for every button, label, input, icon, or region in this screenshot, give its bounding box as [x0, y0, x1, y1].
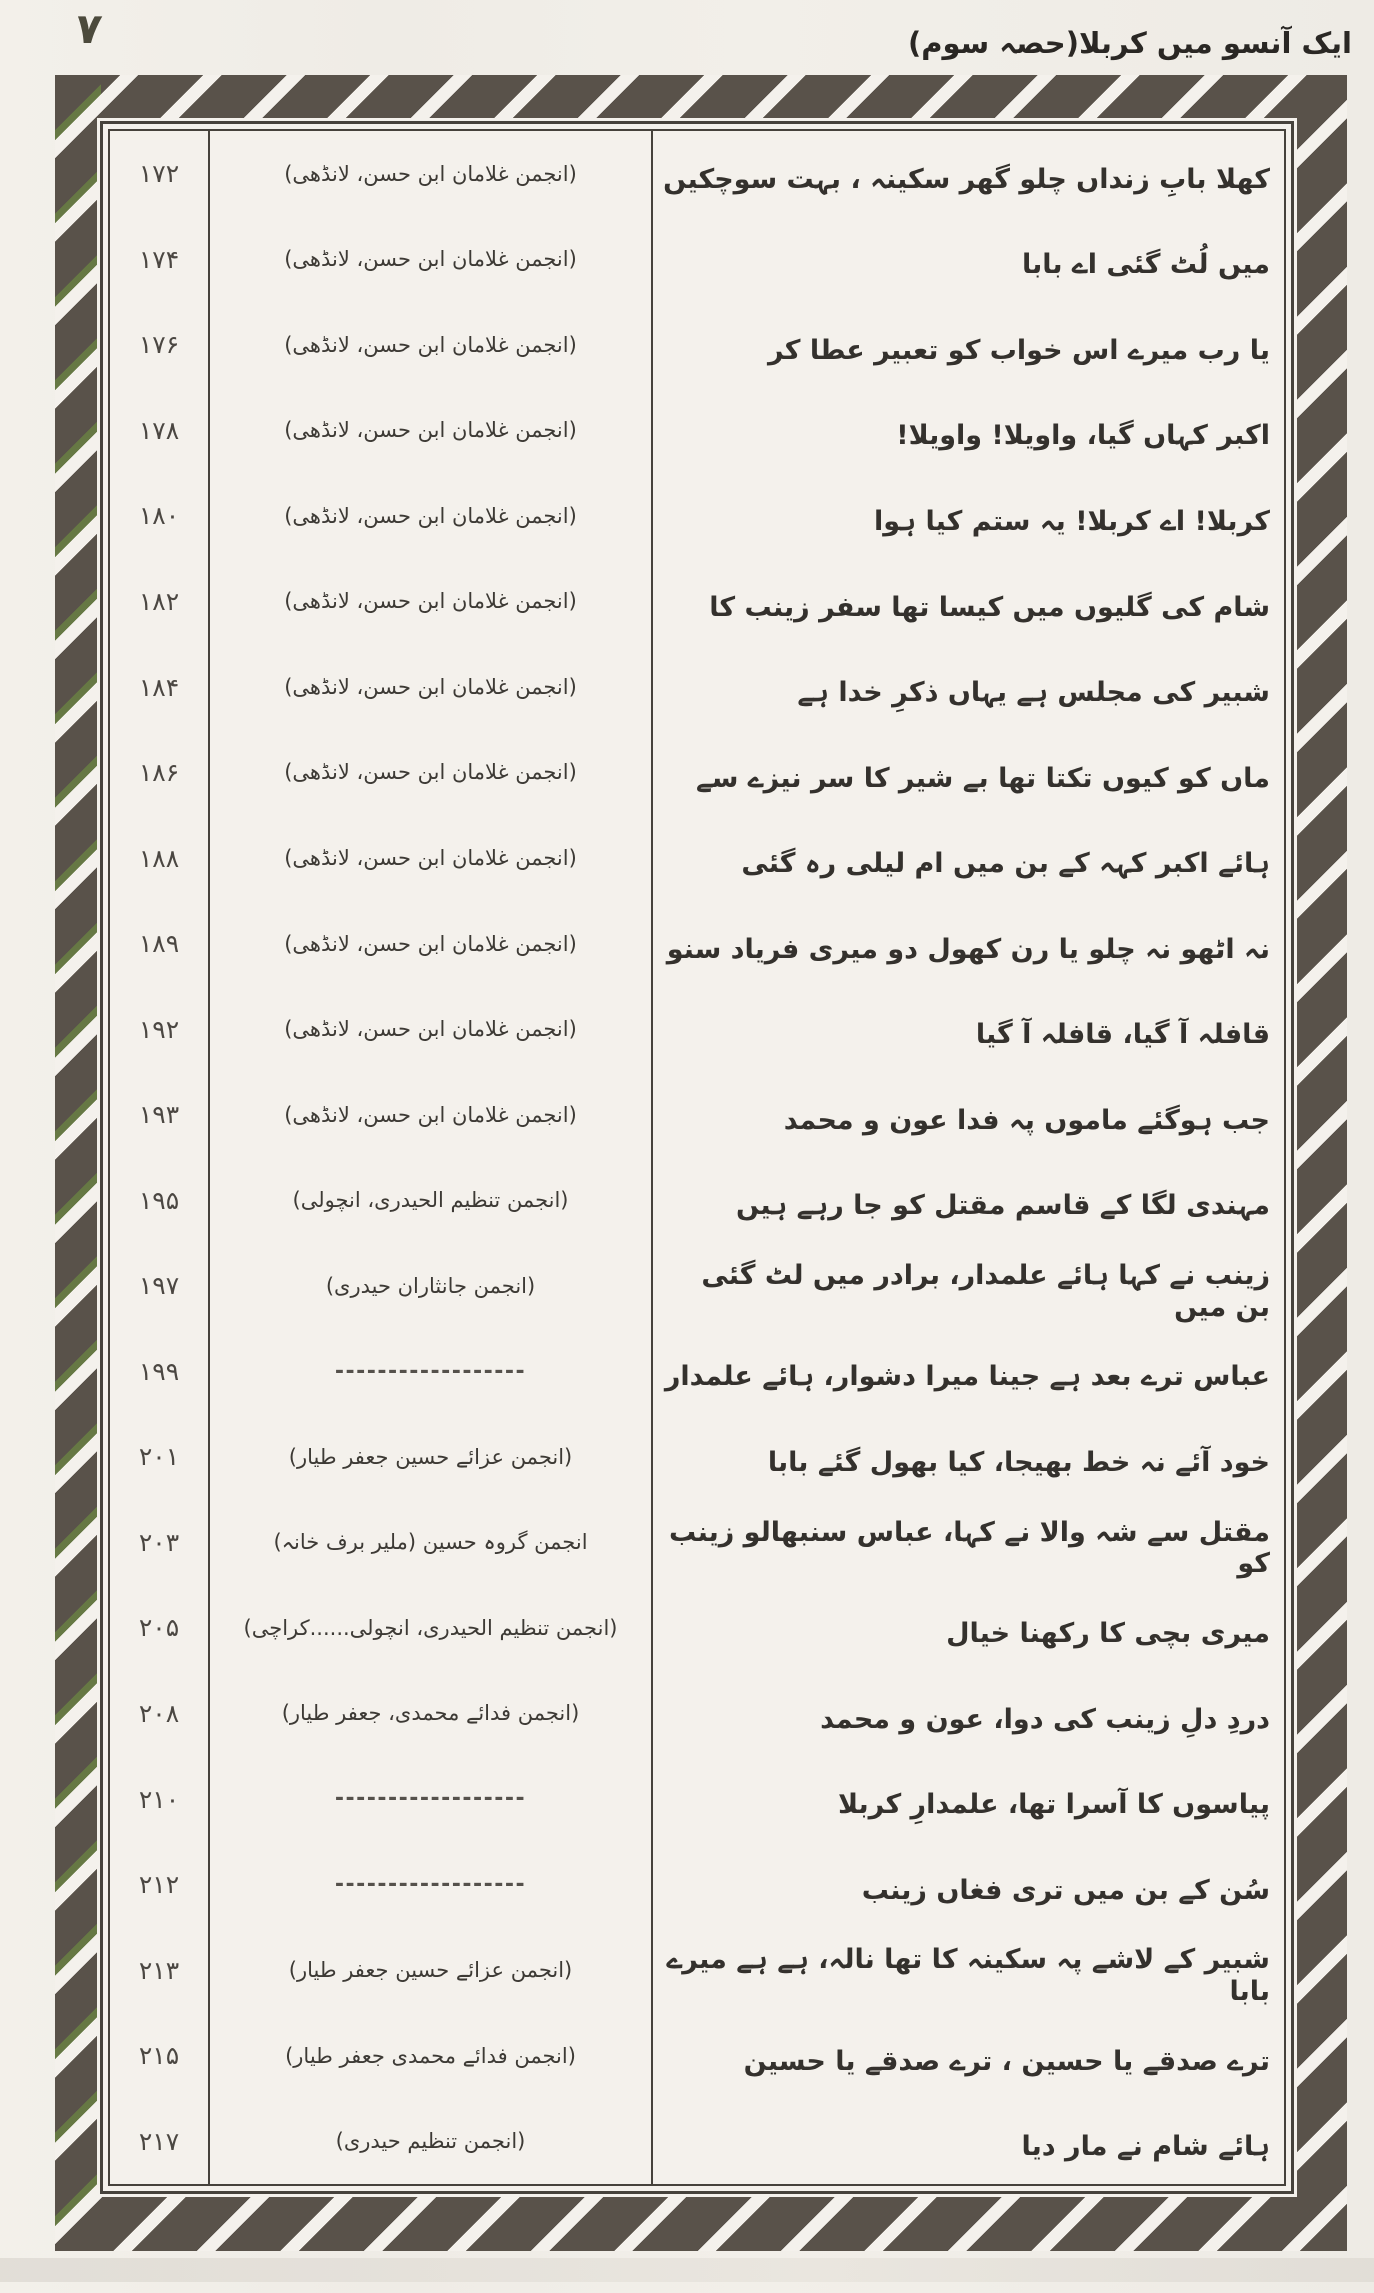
page-number-cell: ۲۰۱ [110, 1414, 210, 1500]
page-number-cell: ۲۰۸ [110, 1671, 210, 1757]
anjuman-cell: (انجمن فدائے محمدی، جعفر طیار) [210, 1671, 653, 1757]
striped-border-frame [55, 75, 1347, 2251]
page-number-cell: ۱۸۹ [110, 901, 210, 987]
page-number-cell: ۱۸۲ [110, 559, 210, 645]
nauha-title-cell: ہائے شام نے مار دیا [1021, 2131, 1270, 2163]
anjuman-cell: (انجمن تنظیم الحیدری، انچولی) [210, 1157, 653, 1243]
page-number-cell: ۲۰۵ [110, 1585, 210, 1671]
anjuman-cell: (انجمن جانثاران حیدری) [210, 1243, 653, 1329]
anjuman-cell: (انجمن غلامان ابن حسن، لانڈھی) [210, 302, 653, 388]
page-number-cell: ۲۱۲ [110, 1842, 210, 1928]
nauha-title-cell: ترے صدقے یا حسین ، ترے صدقے یا حسین [743, 2045, 1270, 2077]
anjuman-cell: (انجمن غلامان ابن حسن، لانڈھی) [210, 644, 653, 730]
nauha-title-cell: جب ہوگئے ماموں پہ فدا عون و محمد [783, 1104, 1270, 1136]
book-title-header: ایک آنسو میں کربلا(حصہ سوم) [907, 26, 1352, 60]
page-number-cell: ۱۸۰ [110, 473, 210, 559]
page-number-cell: ۲۱۳ [110, 1927, 210, 2013]
anjuman-cell: (انجمن تنظیم الحیدری، انچولی......کراچی) [210, 1585, 653, 1671]
anjuman-cell: (انجمن غلامان ابن حسن، لانڈھی) [210, 473, 653, 559]
nauha-title-cell: ماں کو کیوں تکتا تھا بے شیر کا سر نیزے سے [696, 762, 1270, 794]
anjuman-cell: (انجمن غلامان ابن حسن، لانڈھی) [210, 559, 653, 645]
nauha-title-cell: کھلا بابِ زنداں چلو گھر سکینہ ، بہت سوچکیں [663, 163, 1270, 195]
anjuman-cell: (انجمن غلامان ابن حسن، لانڈھی) [210, 1072, 653, 1158]
nauha-title-cell: کربلا! اے کربلا! یہ ستم کیا ہوا [874, 506, 1270, 537]
page-number-cell: ۱۷۸ [110, 388, 210, 474]
page-number-cell: ۱۸۶ [110, 730, 210, 816]
anjuman-cell: (انجمن غلامان ابن حسن، لانڈھی) [210, 131, 653, 217]
table-frame-inner-rule [108, 129, 1286, 2186]
nauha-title-cell: مقتل سے شہ والا نے کہا، عباس سنبھالو زینب کو [668, 1516, 1270, 1580]
nauha-title-cell: میں لُٹ گئی اے بابا [1021, 249, 1270, 281]
anjuman-cell: (انجمن تنظیم حیدری) [210, 2098, 653, 2184]
page-inner-area [97, 118, 1297, 2197]
nauha-title-cell: پیاسوں کا آسرا تھا، علمدارِ کربلا [838, 1789, 1270, 1821]
page-number-cell: ۱۹۳ [110, 1072, 210, 1158]
anjuman-cell: انجمن گروہ حسین (ملیر برف خانہ) [210, 1500, 653, 1586]
page-number-cell: ۲۱۰ [110, 1756, 210, 1842]
page-number-cell: ۱۸۸ [110, 815, 210, 901]
nauha-title-cell: سُن کے بن میں تری فغاں زینب [861, 1874, 1270, 1906]
page-number-cell: ۱۷۴ [110, 217, 210, 303]
anjuman-cell: (انجمن عزائے حسین جعفر طیار) [210, 1927, 653, 2013]
page-number-cell: ۱۹۵ [110, 1157, 210, 1243]
nauha-title-cell: دردِ دلِ زینب کی دوا، عون و محمد [820, 1703, 1270, 1735]
scan-shadow-band [0, 2258, 1374, 2282]
page-number-cell: ۲۰۳ [110, 1500, 210, 1586]
anjuman-cell: (انجمن غلامان ابن حسن، لانڈھی) [210, 815, 653, 901]
anjuman-cell: (انجمن غلامان ابن حسن، لانڈھی) [210, 986, 653, 1072]
nauha-title-cell: اکبر کہاں گیا، واویلا! واویلا! [896, 420, 1270, 452]
page-number-cell: ۱۹۲ [110, 986, 210, 1072]
anjuman-dash-placeholder: ------------------ [210, 1756, 653, 1842]
nauha-title-cell: خود آئے نہ خط بھیجا، کیا بھول گئے بابا [767, 1446, 1270, 1478]
table-frame-outer-rule [100, 121, 1294, 2194]
page-number-cell: ۱۷۶ [110, 302, 210, 388]
nauha-title-cell: نہ اٹھو نہ چلو یا رن کھول دو میری فریاد سنو [666, 933, 1270, 965]
nauha-title-cell: قافلہ آ گیا، قافلہ آ گیا [975, 1019, 1270, 1051]
anjuman-cell: (انجمن غلامان ابن حسن، لانڈھی) [210, 388, 653, 474]
page-number-cell: ۱۹۹ [110, 1329, 210, 1415]
toc-table [110, 131, 1284, 2184]
page-number-cell: ۱۸۴ [110, 644, 210, 730]
anjuman-cell: (انجمن فدائے محمدی جعفر طیار) [210, 2013, 653, 2099]
nauha-title-cell: مہندی لگا کے قاسم مقتل کو جا رہے ہیں [736, 1190, 1270, 1222]
nauha-title-cell: زینب نے کہا ہائے علمدار، برادر میں لٹ گئی بن میں [701, 1259, 1270, 1323]
nauha-title-cell: یا رب میرے اس خواب کو تعبیر عطا کر [767, 334, 1270, 366]
page-number-cell: ۲۱۷ [110, 2098, 210, 2184]
nauha-title-cell: ہائے اکبر کہہ کے بن میں ام لیلی رہ گئی [741, 848, 1270, 880]
nauha-title-cell: شبیر کی مجلس ہے یہاں ذکرِ خدا ہے [797, 677, 1270, 709]
green-scan-fringe [55, 75, 101, 2251]
page-number-cell: ۱۷۲ [110, 131, 210, 217]
anjuman-dash-placeholder: ------------------ [210, 1842, 653, 1928]
page-number-corner: ۷ [73, 4, 105, 53]
page-number-cell: ۲۱۵ [110, 2013, 210, 2099]
page-number-cell: ۱۹۷ [110, 1243, 210, 1329]
anjuman-cell: (انجمن عزائے حسین جعفر طیار) [210, 1414, 653, 1500]
anjuman-cell: (انجمن غلامان ابن حسن، لانڈھی) [210, 730, 653, 816]
anjuman-cell: (انجمن غلامان ابن حسن، لانڈھی) [210, 217, 653, 303]
nauha-title-cell: شام کی گلیوں میں کیسا تھا سفر زینب کا [709, 591, 1270, 623]
nauha-title-cell: شبیر کے لاشے پہ سکینہ کا تھا نالہ، ہے ہے میرے بابا [666, 1944, 1270, 2008]
anjuman-cell: (انجمن غلامان ابن حسن، لانڈھی) [210, 901, 653, 987]
nauha-title-cell: عباس ترے بعد ہے جینا میرا دشوار، ہائے علمدار [664, 1361, 1270, 1393]
nauha-title-cell: میری بچی کا رکھنا خیال [946, 1618, 1270, 1650]
anjuman-dash-placeholder: ------------------ [210, 1329, 653, 1415]
